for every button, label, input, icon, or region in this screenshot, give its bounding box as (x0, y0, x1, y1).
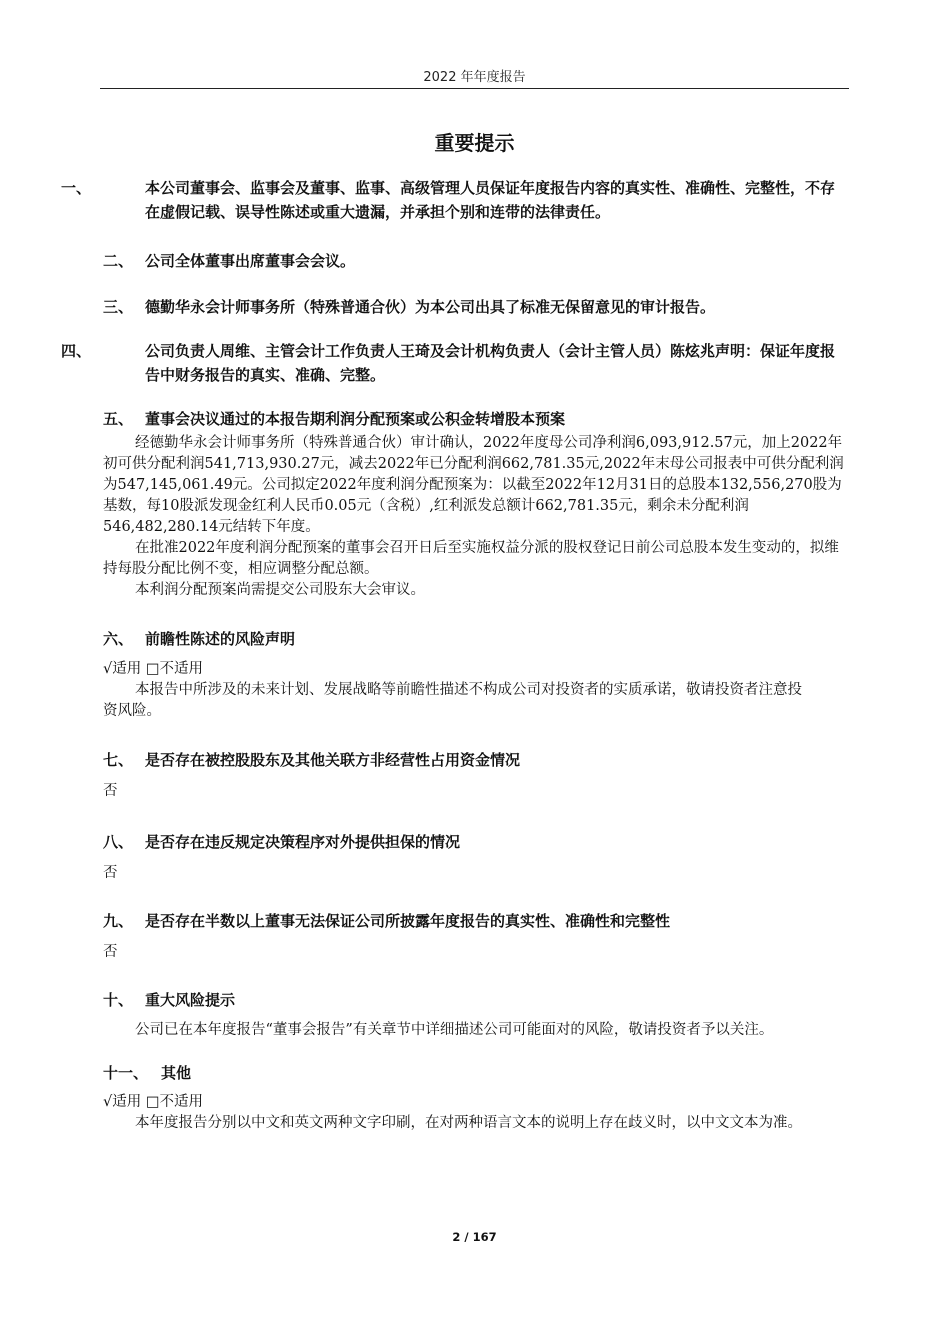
section-6-title: 前瞻性陈述的风险声明 (145, 630, 296, 648)
section-5-number: 五、 (103, 410, 134, 428)
page-number: 2 / 167 (452, 1230, 497, 1244)
section-9-heading (103, 909, 849, 933)
section-4-heading (61, 339, 849, 387)
section-9-answer: 否 (103, 944, 118, 960)
section-6-heading (103, 627, 849, 651)
applicability-checkbox-text: √适用 □不适用 (103, 1094, 204, 1110)
section-3-title: 德勤华永会计师事务所（特殊普通合伙）为本公司出具了标准无保留意见的审计报告。 (145, 298, 716, 316)
section-7-heading (103, 748, 849, 772)
section-2 (103, 249, 849, 273)
section-1-heading (61, 176, 849, 224)
section-1-title: 本公司董事会、监事会及董事、监事、高级管理人员保证年度报告内容的真实性、准确性、完整性，不存在虚假记载、误导性陈述或重大遗漏，并承担个别和连带的法律责任。 (145, 179, 836, 221)
section-6-number: 六、 (103, 630, 134, 648)
section-8-answer: 否 (103, 865, 118, 881)
shareholder-approval-paragraph: 本利润分配预案尚需提交公司股东大会审议。 (135, 582, 425, 598)
section-3 (103, 295, 849, 319)
page-title: 重要提示 (434, 131, 515, 155)
section-8-title: 是否存在违反规定决策程序对外提供担保的情况 (145, 833, 461, 851)
profit-distribution-paragraph: 经德勤华永会计师事务所（特殊普通合伙）审计确认，2022年度母公司净利润6,093,912.57元，加上2022年初可供分配利润541,713,930.27元，减去2022年已分配利润662,781.35元,2022年末母公司报表中可供分配利润为547,145,061.49元。公司拟定2022年度利润分配预案为：以截至2022年12月31日的总股本132,556,270股为基数，每10股派发现金红利人民币0.05元（含税）,红利派发总额计662,781.35元，剩余未分配利润546,482,280.14元结转下年度。 (103, 435, 844, 535)
section-9 (103, 909, 849, 963)
page-header: 2022 年年度报告 (423, 70, 526, 85)
forward-looking-risk-paragraph: 本报告中所涉及的未来计划、发展战略等前瞻性描述不构成公司对投资者的实质承诺，敬请投资者注意投资风险。 (103, 682, 802, 719)
section-10-title: 重大风险提示 (145, 991, 236, 1009)
section-1 (61, 176, 849, 224)
applicability-checkbox-text: √适用 □不适用 (103, 661, 204, 677)
section-7-answer: 否 (103, 783, 118, 799)
section-11 (103, 1061, 849, 1134)
section-2-number: 二、 (103, 252, 134, 270)
section-5 (103, 407, 849, 601)
document-body (61, 176, 849, 1134)
language-version-paragraph: 本年度报告分别以中文和英文两种文字印刷，在对两种语言文本的说明上存在歧义时，以中文文本为准。 (135, 1115, 802, 1131)
section-9-number: 九、 (103, 912, 134, 930)
section-5-heading (103, 407, 849, 431)
share-change-paragraph: 在批准2022年度利润分配预案的董事会召开日后至实施权益分派的股权登记日前公司总股本发生变动的，拟维持每股分配比例不变，相应调整分配总额。 (103, 540, 839, 577)
section-11-heading (103, 1061, 849, 1085)
major-risk-paragraph: 公司已在本年度报告“董事会报告”有关章节中详细描述公司可能面对的风险，敬请投资者予以关注。 (135, 1022, 774, 1038)
section-8-heading (103, 830, 849, 854)
section-3-number: 三、 (103, 298, 134, 316)
section-1-number: 一、 (61, 179, 92, 197)
section-10 (103, 988, 849, 1041)
section-7-title: 是否存在被控股股东及其他关联方非经营性占用资金情况 (145, 751, 521, 769)
section-5-title: 董事会决议通过的本报告期利润分配预案或公积金转增股本预案 (145, 410, 566, 428)
section-2-heading (103, 249, 849, 273)
section-7-number: 七、 (103, 751, 134, 769)
section-9-title: 是否存在半数以上董事无法保证公司所披露年度报告的真实性、准确性和完整性 (145, 912, 671, 930)
section-3-heading (103, 295, 849, 319)
section-4-number: 四、 (61, 342, 92, 360)
section-4-title: 公司负责人周维、主管会计工作负责人王琦及会计机构负责人（会计主管人员）陈炫兆声明：保证年度报告中财务报告的真实、准确、完整。 (145, 342, 836, 384)
section-10-number: 十、 (103, 991, 134, 1009)
section-8 (103, 830, 849, 884)
section-8-number: 八、 (103, 833, 134, 851)
section-4 (61, 339, 849, 387)
section-7 (103, 748, 849, 802)
section-6 (103, 627, 849, 722)
section-11-number: 十一、 (103, 1064, 149, 1082)
section-11-title: 其他 (161, 1064, 192, 1082)
section-10-heading (103, 988, 849, 1012)
section-2-title: 公司全体董事出席董事会会议。 (145, 252, 356, 270)
header-divider (100, 88, 849, 89)
